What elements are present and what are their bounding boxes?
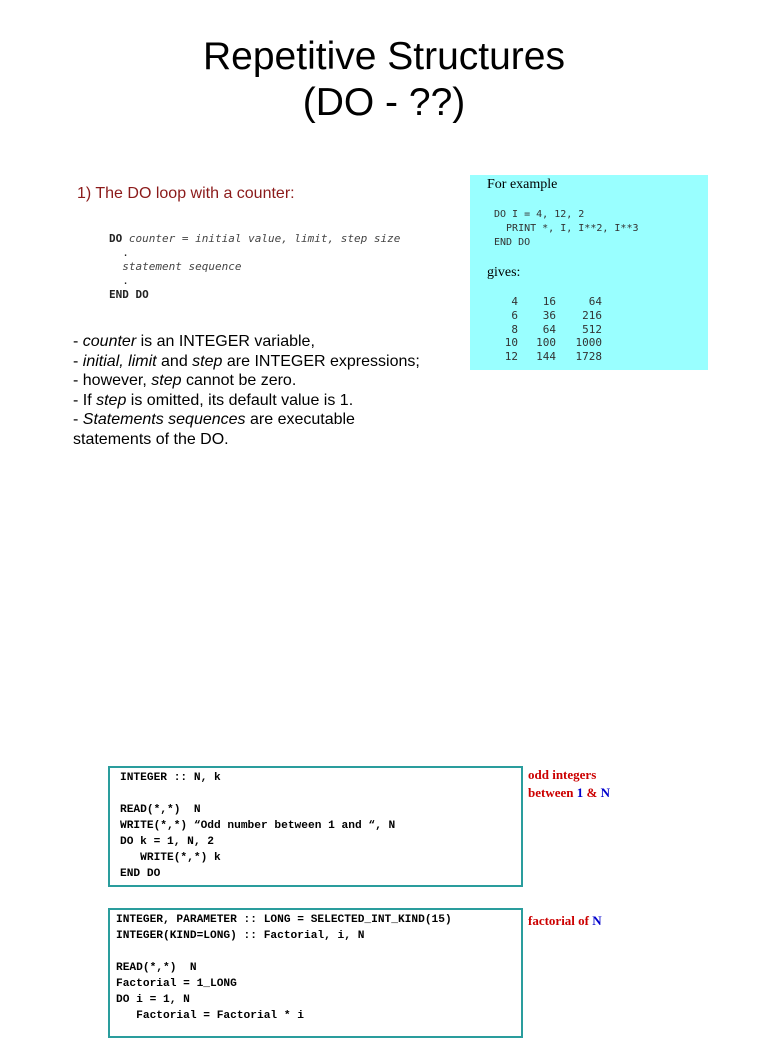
table-cell: 1000 [575, 336, 602, 350]
do-syntax-block [109, 232, 400, 302]
syntax-statement-sequence: statement sequence [109, 260, 242, 273]
factorial-caption [528, 912, 602, 930]
note-counter: - counter is an INTEGER variable, [73, 333, 315, 350]
do-counter-heading: 1) The DO loop with a counter: [77, 185, 295, 202]
code-line: Factorial = 1_LONG [116, 978, 237, 990]
odd-integers-caption [528, 766, 610, 802]
example-code [494, 208, 639, 250]
syntax-dot: . [109, 246, 129, 259]
table-cell: 64 [542, 322, 556, 336]
example-panel [470, 175, 708, 370]
table-cell: 144 [536, 350, 556, 364]
caption-line: between 1 & N [528, 785, 610, 800]
code-line: WRITE(*,*) “Odd number between 1 and “, N [120, 820, 396, 832]
table-cell: 216 [582, 308, 602, 322]
example-code-line: DO I = 4, 12, 2 [494, 209, 585, 220]
example-gives-label: gives: [487, 265, 521, 280]
caption-line: odd integers [528, 767, 597, 782]
table-cell: 1728 [575, 350, 602, 364]
note-statements: - Statements sequences are executable [73, 411, 355, 429]
caption-line: factorial of N [528, 913, 602, 928]
table-row [490, 350, 602, 364]
note-expressions: - initial, limit and step are INTEGER expressions; [73, 352, 420, 370]
table-row [490, 323, 602, 337]
table-cell: 36 [542, 308, 556, 322]
code-line: INTEGER :: N, k [120, 772, 221, 784]
table-row [490, 309, 602, 323]
table-cell: 100 [536, 336, 556, 350]
table-cell: 12 [504, 350, 518, 364]
syntax-dot: . [109, 274, 129, 287]
code-line: INTEGER(KIND=LONG) :: Factorial, i, N [116, 930, 365, 942]
table-cell: 8 [511, 322, 518, 336]
table-cell: 512 [582, 322, 602, 336]
code-line [116, 944, 521, 960]
table-cell: 4 [511, 295, 518, 308]
code-line: READ(*,*) N [116, 962, 197, 974]
title-line-2: (DO - ??) [302, 81, 466, 124]
table-cell: 16 [542, 295, 556, 308]
code-line: Factorial = Factorial * i [116, 1010, 304, 1022]
example-output-table [490, 295, 602, 364]
note-step-default: - If step is omitted, its default value is 1. [73, 391, 354, 409]
code-line: READ(*,*) N [120, 804, 201, 816]
code-line: WRITE(*,*) k [120, 852, 221, 864]
example-code-line: PRINT *, I, I**2, I**3 [494, 223, 639, 234]
do-keyword: DO [109, 232, 123, 245]
code-line: DO k = 1, N, 2 [120, 836, 214, 848]
code-line [120, 786, 521, 802]
slide-title [0, 34, 768, 126]
odd-integers-code-box [108, 766, 523, 887]
title-line-1: Repetitive Structures [203, 35, 565, 78]
example-code-line: END DO [494, 237, 531, 248]
table-row [490, 295, 602, 309]
notes-list [73, 332, 463, 450]
table-cell: 10 [504, 336, 518, 350]
factorial-code-box [108, 908, 523, 1038]
table-cell: 6 [511, 308, 518, 322]
code-line: DO i = 1, N [116, 994, 190, 1006]
example-heading: For example [487, 177, 558, 192]
table-row [490, 336, 602, 350]
code-line: INTEGER, PARAMETER :: LONG = SELECTED_INT_KIND(15) [116, 914, 452, 926]
end-do-keyword: END DO [109, 288, 149, 301]
code-line: END DO [120, 868, 161, 880]
do-header-params: counter = initial value, limit, step size [122, 232, 401, 245]
note-step-nonzero: - however, step cannot be zero. [73, 372, 297, 390]
table-cell: 64 [588, 295, 602, 308]
note-statements-cont: statements of the DO. [73, 430, 229, 448]
